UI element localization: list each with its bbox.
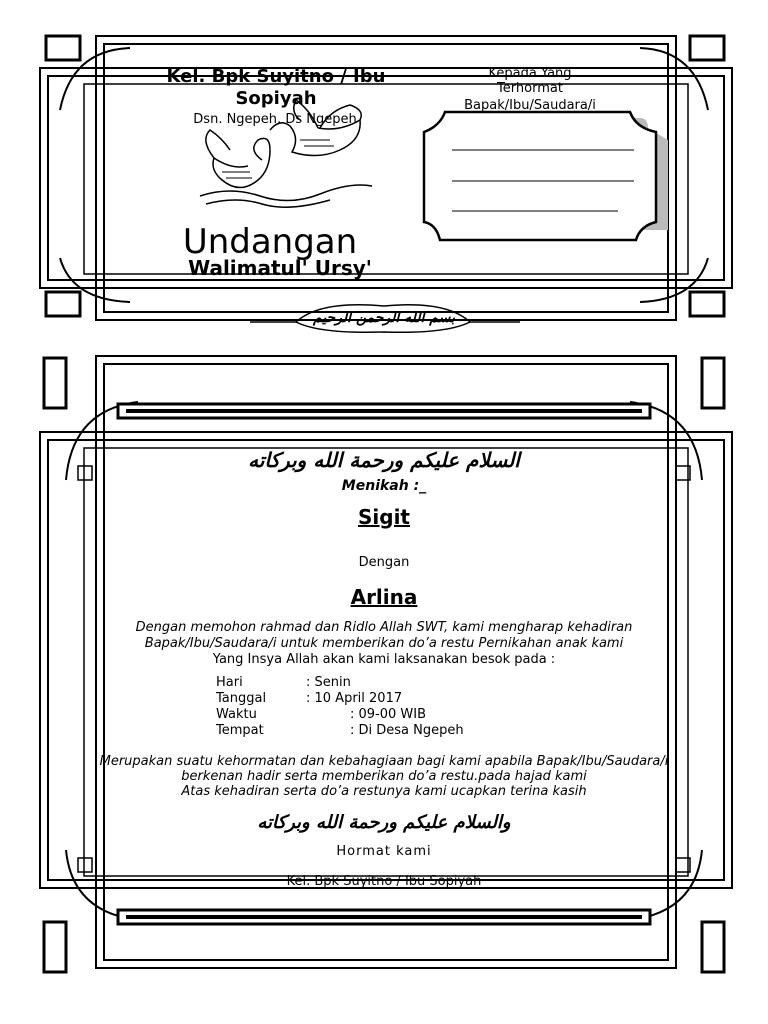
- intro-plain-line: Yang Insya Allah akan kami laksanakan besok pada :: [212, 652, 556, 667]
- detail-row-date: [216, 691, 536, 707]
- to-recipient: Bapak/Ibu/Saudara/i: [464, 98, 596, 112]
- detail-label: Tanggal: [216, 691, 267, 706]
- intro-line: Bapak/Ibu/Saudara/i untuk memberikan do’a restu Pernikahan anak kami: [144, 636, 624, 651]
- connector-text: Dengan: [358, 555, 410, 570]
- married-label: Menikah :_: [341, 478, 427, 494]
- detail-value: : Senin: [306, 675, 351, 690]
- closing-line: Merupakan suatu kehormatan dan kebahagiaan bagi kami apabila Bapak/Ibu/Saudara/i: [99, 754, 669, 769]
- detail-value: : 10 April 2017: [306, 691, 403, 706]
- detail-value: : 09-00 WIB: [350, 707, 427, 722]
- invitation-subtitle: Walimatul' Ursy': [188, 256, 372, 280]
- basmalah-text: بسم الله الرحمن الرحيم: [313, 310, 455, 326]
- detail-row-time: [216, 707, 536, 723]
- groom-name: Sigit: [358, 505, 410, 529]
- detail-label: Hari: [216, 675, 243, 690]
- closing-arabic: والسلام عليكم ورحمة الله وبركاته: [257, 812, 511, 833]
- intro-line: Dengan memohon rahmad dan Ridlo Allah SWT, kami mengharap kehadiran: [135, 620, 633, 635]
- event-details: [216, 675, 536, 739]
- closing-line: Atas kehadiran serta do’a restunya kami ucapkan terina kasih: [181, 784, 587, 799]
- greeting-arabic: السلام عليكم ورحمة الله وبركاته: [248, 448, 520, 472]
- to-label: Kepada Yang Terhormat: [488, 66, 572, 96]
- invitation-title: Undangan: [182, 222, 358, 262]
- address-line: Dsn. Ngepeh, Ds Ngepeh: [193, 112, 357, 127]
- family-name: Kel. Bpk Suyitno / Ibu Sopiyah: [166, 66, 386, 109]
- intro-paragraph: [60, 620, 708, 668]
- detail-label: Tempat: [216, 723, 264, 738]
- detail-label: Waktu: [216, 707, 257, 722]
- closing-line: berkenan hadir serta memberikan do’a restu.pada hajad kami: [181, 769, 587, 784]
- detail-row-day: [216, 675, 536, 691]
- signature-text: Kel. Bpk Suyitno / Ibu Sopiyah: [286, 874, 482, 889]
- closing-paragraph: [40, 754, 728, 799]
- detail-row-place: [216, 723, 536, 739]
- address-box: [424, 112, 668, 240]
- detail-value: : Di Desa Ngepeh: [350, 723, 464, 738]
- regards-text: Hormat kami: [336, 844, 432, 859]
- bride-name: Arlina: [350, 585, 418, 609]
